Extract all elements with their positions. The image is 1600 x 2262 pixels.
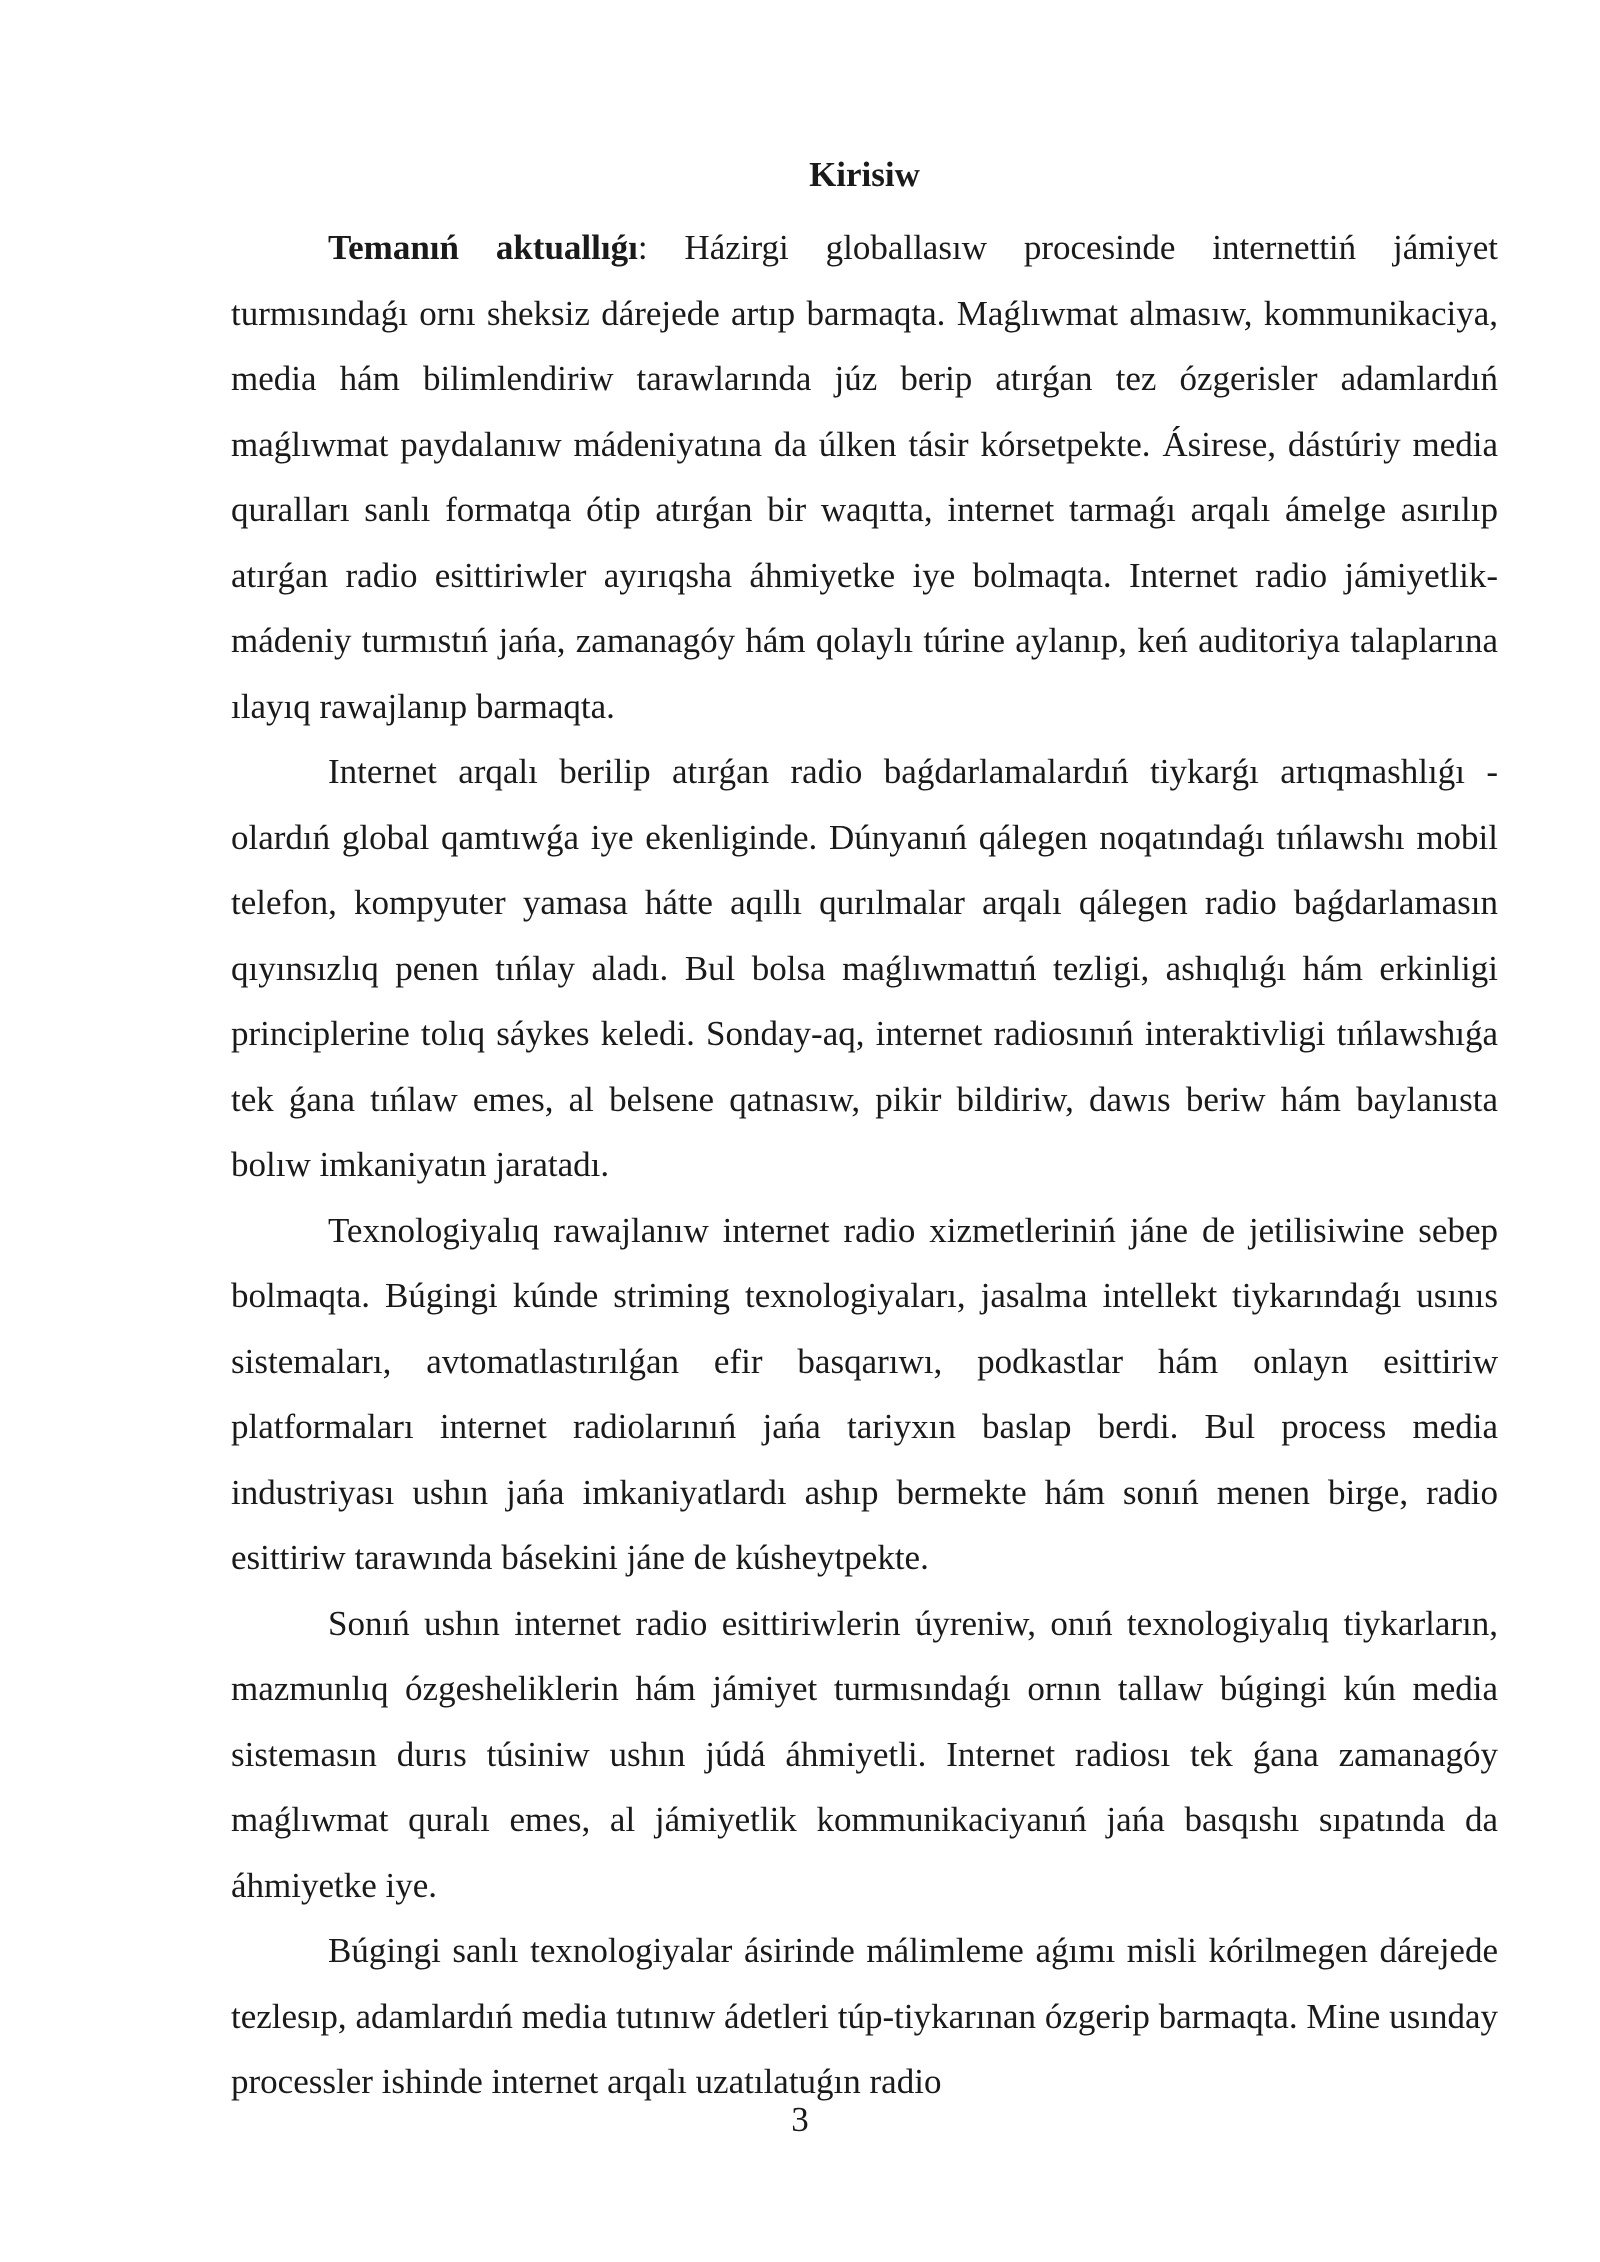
paragraph-technology: Texnologiyalıq rawajlanıw internet radio xizmetleriniń jáne de jetilisiwine sebep bolmaqta. Búgingi kúnde striming texnologiyaları, jasalma intellekt tiykarındaǵı usınıs sistemaları, avtomatlastırılǵan efir basqarıwı, podkastlar hám onlayn esittiriw platformaları internet radiolarınıń jańa tariyxın baslap berdi. Bul process media industriyası ushın jańa imkaniyatlardı ashıp bermekte hám sonıń menen birge, radio esittiriw tarawında básekini jáne de kúsheytpekte. — [231, 1210, 1498, 1577]
paragraph-global-reach: Internet arqalı berilip atırǵan radio baǵdarlamalardıń tiykarǵı artıqmashlıǵı - olardıń global qamtıwǵa iye ekenliginde. Dúnyanıń qálegen noqatındaǵı tıńlawshı mobil telefon, kompyuter yamasa hátte aqıllı qurılmalar arqalı qálegen radio baǵdarlamasın qıyınsızlıq penen tıńlay aladı. Bul bolsa maǵlıwmattıń tezligi, ashıqlıǵı hám erkinligi principlerine tolıq sáykes keledi. Sonday-aq, internet radiosınıń interaktivligi tıńlawshıǵa tek ǵana tıńlaw emes, al belsene qatnasıw, pikir bildiriw, dawıs beriw hám baylanısta bolıw imkaniyatın jaratadı. — [231, 752, 1498, 1184]
paragraph-relevance — [231, 215, 1498, 739]
paragraph-text: : Házirgi globallasıw procesinde internettiń jámiyet turmısındaǵı ornı sheksiz dárejede artıp barmaqta. Maǵlıwmat almasıw, kommunikaciya, media hám bilimlendiriw tarawlarında júz berip atırǵan tez ózgerisler adamlardıń maǵlıwmat paydalanıw mádeniyatına da úlken tásir kórsetpekte. Ásirese, dástúriy media quralları sanlı formatqa ótip atırǵan bir waqıtta, internet tarmaǵı arqalı ámelge asırılıp atırǵan radio esittiriwler ayırıqsha áhmiyetke iye bolmaqta. Internet radio jámiyetlik-mádeniy turmıstıń jańa, zamanagóy hám qolaylı túrine aylanıp, keń auditoriya talaplarına ılayıq rawajlanıp barmaqta. — [231, 228, 1498, 726]
paragraph-importance: Sonıń ushın internet radio esittiriwlerin úyreniw, onıń texnologiyalıq tiykarların, mazmunlıq ózgesheliklerin hám jámiyet turmısındaǵı ornın tallaw búgingi kún media sistemasın durıs túsiniw ushın júdá áhmiyetli. Internet radiosı tek ǵana zamanagóy maǵlıwmat quralı emes, al jámiyetlik kommunikaciyanıń jańa basqıshı sıpatında da áhmiyetke iye. — [231, 1603, 1498, 1905]
paragraph-digital-age: Búgingi sanlı texnologiyalar ásirinde málimleme aǵımı misli kórilmegen dárejede tezlesıp, adamlardıń media tutınıw ádetleri túp-tiykarınan ózgerip barmaqta. Mine usınday processler ishinde internet arqalı uzatılatuǵın radio — [231, 1931, 1498, 2101]
page-number: 3 — [791, 2100, 809, 2139]
relevance-lead: Temanıń aktuallıǵı — [328, 228, 638, 267]
document-page — [231, 150, 1498, 2115]
document-heading: Kirisiw — [809, 155, 920, 194]
